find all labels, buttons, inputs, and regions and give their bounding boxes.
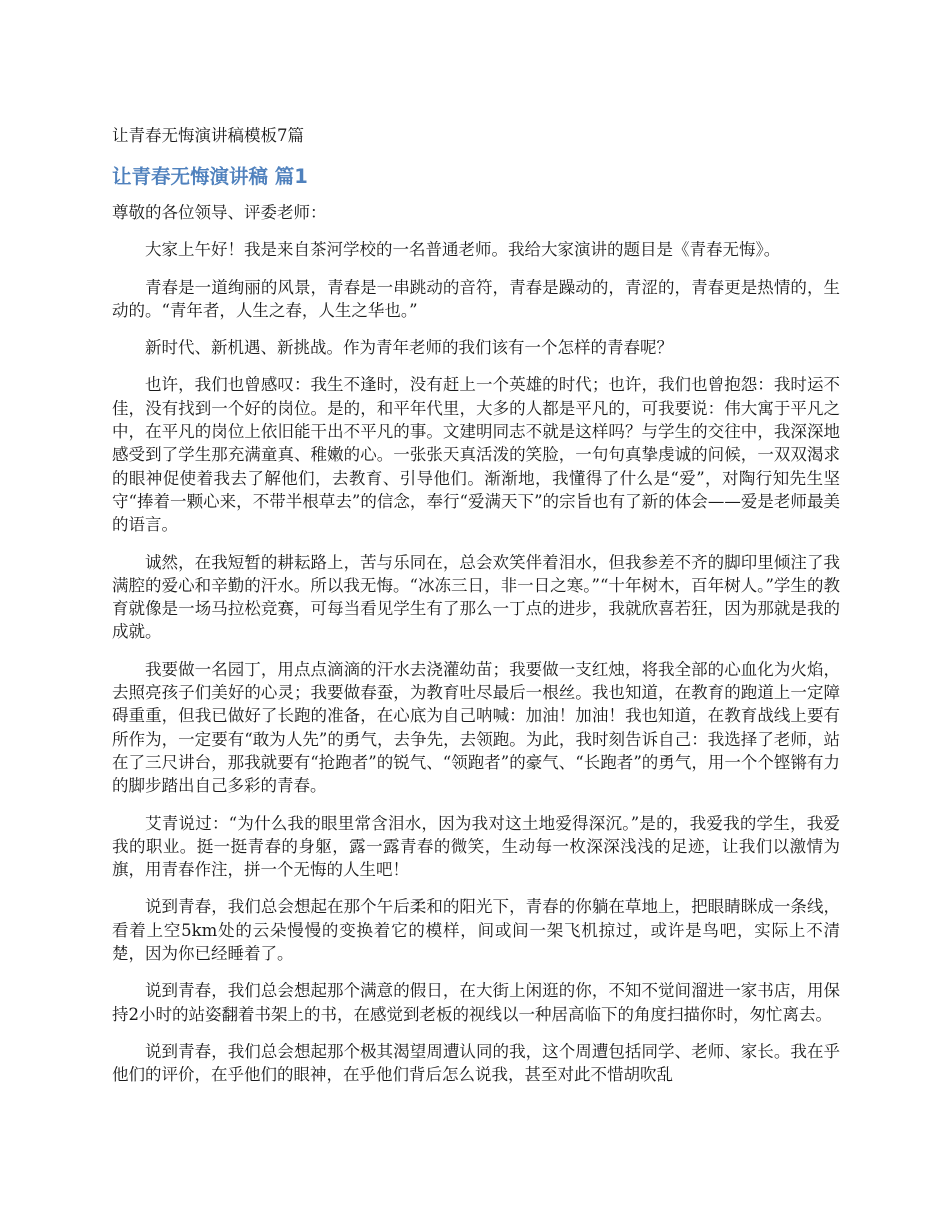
paragraph-3: 新时代、新机遇、新挑战。作为青年老师的我们该有一个怎样的青春呢？ <box>145 338 673 358</box>
paragraph-8: 说到青春，我们总会想起在那个午后柔和的阳光下，青春的你躺在草地上，把眼睛眯成一条线，看着上空5km处的云朵慢慢的变换着它的模样，间或间一架飞机掠过，或许是鸟吧，实际上不清楚，因为你已经睡着了。 <box>112 897 840 964</box>
paragraph-9: 说到青春，我们总会想起那个满意的假日，在大街上闲逛的你，不知不觉间溜进一家书店，用保持2小时的站姿翻着书架上的书，在感觉到老板的视线以一种居高临下的角度扫描你时，匆忙离去。 <box>112 981 840 1024</box>
paragraph-5: 诚然，在我短暂的耕耘路上，苦与乐同在，总会欢笑伴着泪水，但我参差不齐的脚印里倾注了我满腔的爱心和辛勤的汗水。所以我无悔。“冰冻三日，非一日之寒。”“十年树木，百年树人。”学生的教育就像是一场马拉松竞赛，可每当看见学生有了那么一丁点的进步，我就欣喜若狂，因为那就是我的成就。 <box>112 552 840 642</box>
document-body <box>112 124 840 1101</box>
paragraph-10: 说到青春，我们总会想起那个极其渴望周遭认同的我，这个周遭包括同学、老师、家长。我在乎他们的评价，在乎他们的眼神，在乎他们背后怎么说我，甚至对此不惜胡吹乱 <box>112 1041 840 1085</box>
paragraph-6: 我要做一名园丁，用点点滴滴的汗水去浇灌幼苗；我要做一支红烛，将我全部的心血化为火焰，去照亮孩子们美好的心灵；我要做春蚕，为教育吐尽最后一根丝。我也知道，在教育的跑道上一定障碍重重，但我已做好了长跑的准备，在心底为自己呐喊：加油！加油！我也知道，在教育战线上要有所作为，一定要有“敢为人先”的勇气，去争先，去领跑。为此，我时刻告诉自己：我选择了老师，站在了三尺讲台，那我就要有“抢跑者”的锐气、“领跑者”的豪气、“长跑者”的勇气，用一个个铿锵有力的脚步踏出自己多彩的青春。 <box>112 659 840 796</box>
paragraph-4: 也许，我们也曾感叹：我生不逢时，没有赶上一个英雄的时代；也许，我们也曾抱怨：我时运不佳，没有找到一个好的岗位。是的，和平年代里，大多的人都是平凡的，可我要说：伟大寓于平凡之中，在平凡的岗位上依旧能干出不平凡的事。文建明同志不就是这样吗？与学生的交往中，我深深地感受到了学生那充满童真、稚嫩的心。一张张天真活泼的笑脸，一句句真挚虔诚的问候，一双双渴求的眼神促使着我去了解他们，去教育、引导他们。渐渐地，我懂得了什么是“爱”，对陶行知先生坚守“捧着一颗心来，不带半根草去”的信念，奉行“爱满天下”的宗旨也有了新的体会——爱是老师最美的语言。 <box>112 375 840 535</box>
paragraph-1: 大家上午好！我是来自茶河学校的一名普通老师。我给大家演讲的题目是《青春无悔》。 <box>145 240 781 260</box>
document-title: 让青春无悔演讲稿模板7篇 <box>112 126 304 145</box>
paragraph-2: 青春是一道绚丽的风景，青春是一串跳动的音符，青春是躁动的，青涩的，青春更是热情的，生动的。“青年者，人生之春，人生之华也。” <box>112 277 840 320</box>
section-heading: 让青春无悔演讲稿 篇1 <box>112 165 308 188</box>
paragraph-7: 艾青说过：“为什么我的眼里常含泪水，因为我对这土地爱得深沉。”是的，我爱我的学生，我爱我的职业。挺一挺青春的身躯，露一露青春的微笑，生动每一枚深深浅浅的足迹，让我们以激情为旗，用青春作注，拼一个无悔的人生吧！ <box>112 813 840 880</box>
salutation: 尊敬的各位领导、评委老师： <box>112 203 327 222</box>
